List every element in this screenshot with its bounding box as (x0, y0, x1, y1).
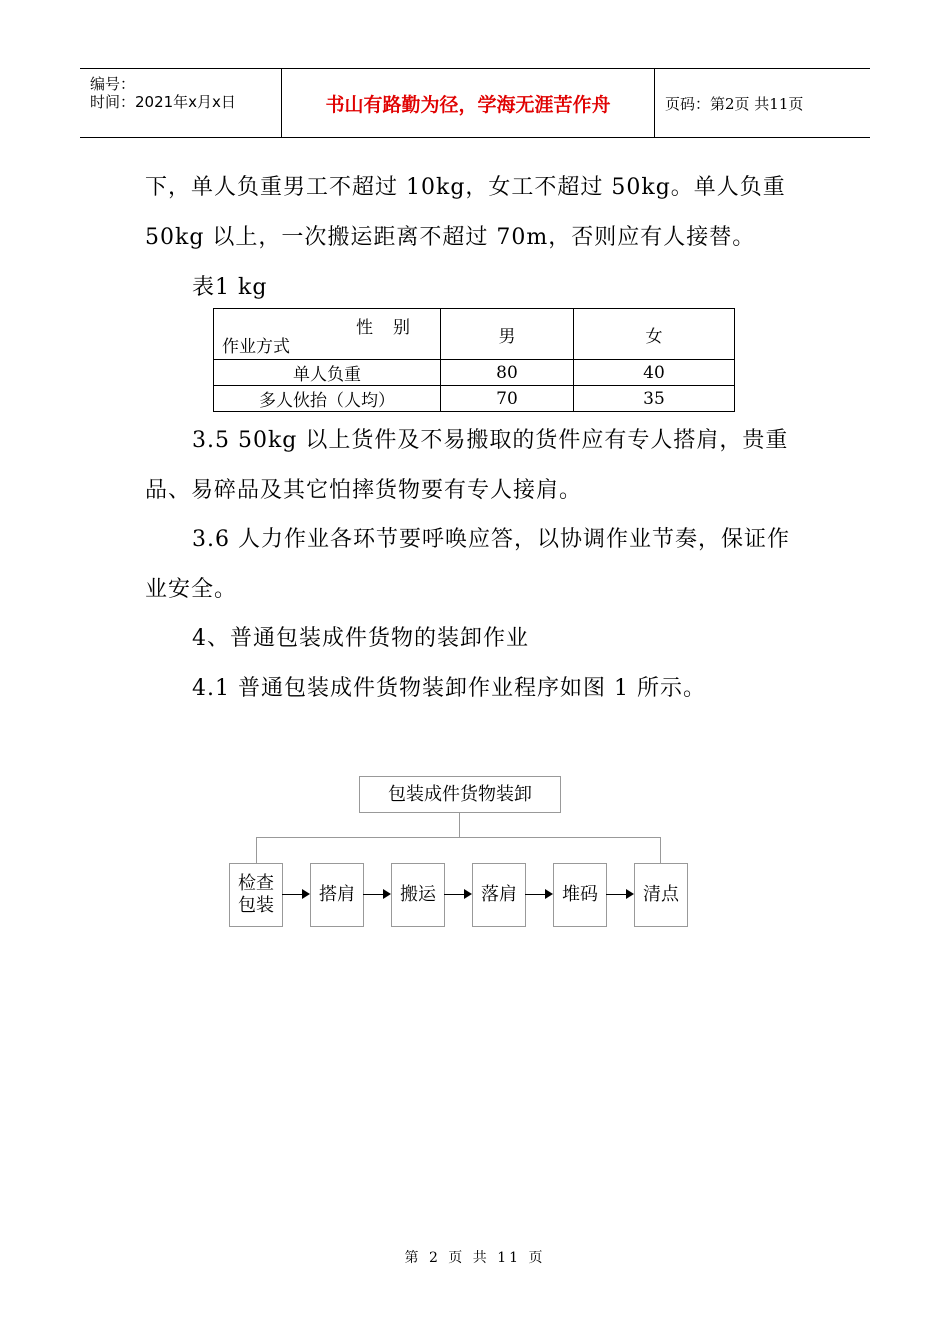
flow-connector (256, 837, 257, 863)
flow-arrow-line (363, 894, 383, 895)
document-header (80, 68, 870, 138)
flow-step-box: 堆码 (553, 863, 607, 927)
table-row (214, 360, 735, 386)
table-diagonal-header (214, 309, 441, 360)
flow-arrow-line (606, 894, 626, 895)
arrow-right-icon (302, 889, 310, 899)
paragraph-line: 品、易碎品及其它怕摔货物要有专人接肩。 (145, 478, 583, 503)
row-label: 单人负重 (214, 360, 441, 386)
flow-step-box: 搭肩 (310, 863, 364, 927)
row-female-value: 40 (574, 360, 735, 386)
header-motto: 书山有路勤为径，学海无涯苦作舟 (281, 69, 655, 137)
table-caption: 表1 kg (192, 275, 268, 300)
paragraph-line: 3.5 50kg 以上货件及不易搬取的货件应有专人搭肩，贵重 (192, 428, 789, 453)
flow-arrow-line (525, 894, 545, 895)
flow-connector (256, 837, 660, 838)
flow-step-box (229, 863, 283, 927)
header-gender: 性别 (356, 318, 430, 338)
header-female: 女 (574, 309, 735, 360)
number-label: 编号： (90, 75, 136, 93)
header-work-mode: 作业方式 (222, 337, 290, 357)
arrow-right-icon (383, 889, 391, 899)
load-limit-table (213, 308, 735, 412)
flow-step-label: 检查包装 (238, 873, 274, 916)
table-row (214, 386, 735, 412)
paragraph-line: 下，单人负重男工不超过 10kg，女工不超过 50kg。单人负重 (145, 175, 786, 200)
paragraph-line: 50kg 以上，一次搬运距离不超过 70m，否则应有人接替。 (145, 225, 756, 250)
row-male-value: 70 (441, 386, 574, 412)
paragraph-line: 3.6 人力作业各环节要呼唤应答，以协调作业节奏，保证作 (192, 527, 790, 552)
header-meta-cell (80, 69, 280, 137)
row-female-value: 35 (574, 386, 735, 412)
flow-connector (660, 837, 661, 863)
arrow-right-icon (464, 889, 472, 899)
section-heading: 4、普通包装成件货物的装卸作业 (192, 626, 529, 651)
row-male-value: 80 (441, 360, 574, 386)
flow-root-box: 包装成件货物装卸 (359, 776, 561, 813)
arrow-right-icon (545, 889, 553, 899)
paragraph-line: 4.1 普通包装成件货物装卸作业程序如图 1 所示。 (192, 676, 706, 701)
page-footer: 第 2 页 共 11 页 (404, 1250, 546, 1266)
paragraph-line: 业安全。 (145, 577, 238, 602)
flow-connector (459, 812, 460, 837)
flow-step-box: 落肩 (472, 863, 526, 927)
time-label: 时间：2021年x月x日 (90, 93, 236, 111)
header-male: 男 (441, 309, 574, 360)
row-label: 多人伙抬（人均） (214, 386, 441, 412)
flow-arrow-line (282, 894, 302, 895)
header-page-info: 页码：第2页 共11页 (665, 94, 804, 113)
flow-arrow-line (444, 894, 464, 895)
flow-step-box: 搬运 (391, 863, 445, 927)
arrow-right-icon (626, 889, 634, 899)
flow-step-box: 清点 (634, 863, 688, 927)
